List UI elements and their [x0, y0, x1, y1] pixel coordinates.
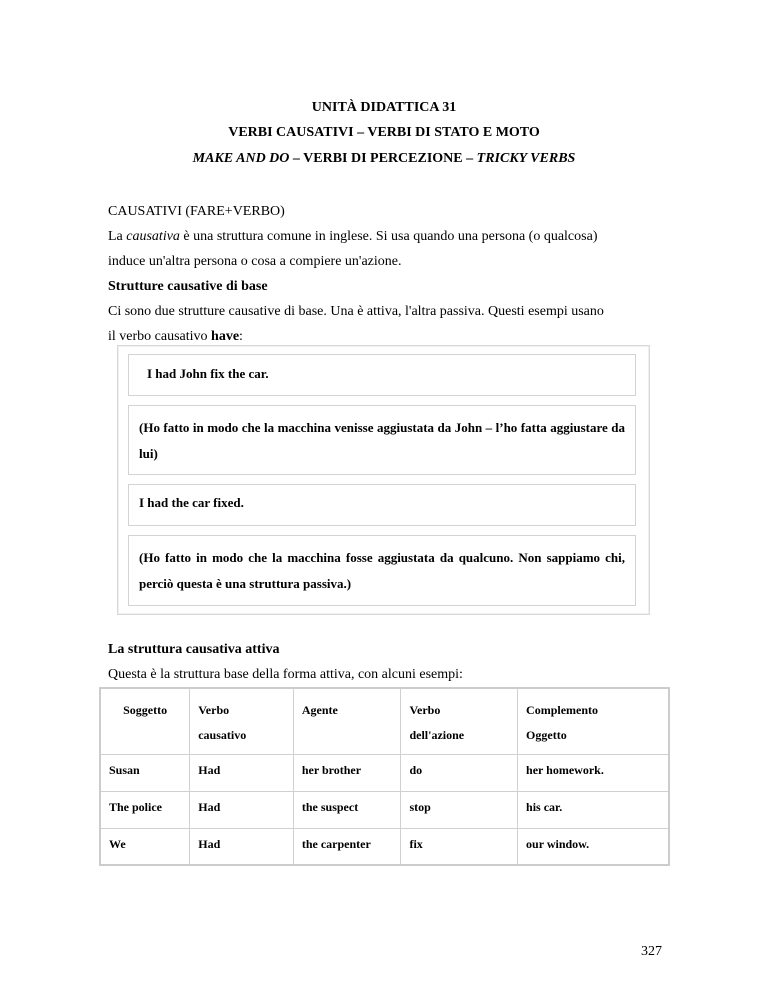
table-cell: Had — [190, 754, 294, 791]
causative-table — [99, 687, 670, 866]
header-agente: Agente — [293, 688, 401, 754]
header-soggetto: Soggetto — [100, 688, 190, 754]
table-cell: do — [401, 754, 518, 791]
intro-line-1 — [108, 228, 668, 246]
make-and-do-label: MAKE AND DO — [192, 151, 290, 166]
table-cell: our window. — [518, 828, 669, 865]
table-row — [100, 791, 669, 828]
table-cell: We — [100, 828, 190, 865]
table-cell: stop — [401, 791, 518, 828]
header-complemento-oggetto: Complemento Oggetto — [518, 688, 669, 754]
table-cell: The police — [100, 791, 190, 828]
table-row — [100, 828, 669, 865]
basic-text-line-2 — [108, 328, 668, 346]
table-cell: her brother — [293, 754, 401, 791]
section-heading: CAUSATIVI (FARE+VERBO) — [108, 204, 285, 219]
perception-verbs-label: – VERBI DI PERCEZIONE – — [289, 151, 477, 166]
intro-line-2: induce un'altra persona o cosa a compiere un'azione. — [108, 254, 402, 269]
table-header-row — [100, 688, 669, 754]
table-cell: the suspect — [293, 791, 401, 828]
table-cell: the carpenter — [293, 828, 401, 865]
table-cell: her homework. — [518, 754, 669, 791]
header-verbo-azione: Verbo dell'azione — [401, 688, 518, 754]
example-2: I had the car fixed. — [128, 484, 636, 526]
table-cell: Had — [190, 828, 294, 865]
table-cell: Susan — [100, 754, 190, 791]
basic-text-line-1: Ci sono due strutture causative di base. Una è attiva, l'altra passiva. Questi esempi usano — [108, 304, 604, 319]
basic-structures-heading: Strutture causative di base — [108, 279, 268, 294]
example-1: I had John fix the car. — [128, 354, 636, 396]
active-structure-heading: La struttura causativa attiva — [108, 642, 280, 657]
basic-text-pre: il verbo causativo — [108, 329, 212, 344]
examples-box — [117, 345, 650, 615]
intro-pre: La — [108, 229, 127, 244]
active-structure-text: Questa è la struttura base della forma attiva, con alcuni esempi: — [108, 667, 463, 682]
table-cell: his car. — [518, 791, 669, 828]
example-2-translation: (Ho fatto in modo che la macchina fosse aggiustata da qualcuno. Non sappiamo chi, perciò questa è una struttura passiva.) — [128, 535, 636, 606]
unit-title: UNITÀ DIDATTICA 31 — [311, 100, 457, 115]
tricky-verbs-label: TRICKY VERBS — [476, 151, 576, 166]
unit-subtitle-2 — [0, 150, 768, 168]
table-cell: fix — [401, 828, 518, 865]
unit-subtitle: VERBI CAUSATIVI – VERBI DI STATO E MOTO — [228, 125, 540, 140]
intro-rest: è una struttura comune in inglese. Si usa quando una persona (o qualcosa) — [179, 229, 598, 244]
page-number: 327 — [641, 944, 662, 959]
table-cell: Had — [190, 791, 294, 828]
have-verb: have — [211, 329, 240, 344]
intro-italic-word: causativa — [126, 229, 180, 244]
basic-text-post: : — [239, 329, 243, 344]
header-verbo-causativo: Verbo causativo — [190, 688, 294, 754]
table-row — [100, 754, 669, 791]
example-1-translation: (Ho fatto in modo che la macchina venisse aggiustata da John – l’ho fatta aggiustare da lui) — [128, 405, 636, 475]
